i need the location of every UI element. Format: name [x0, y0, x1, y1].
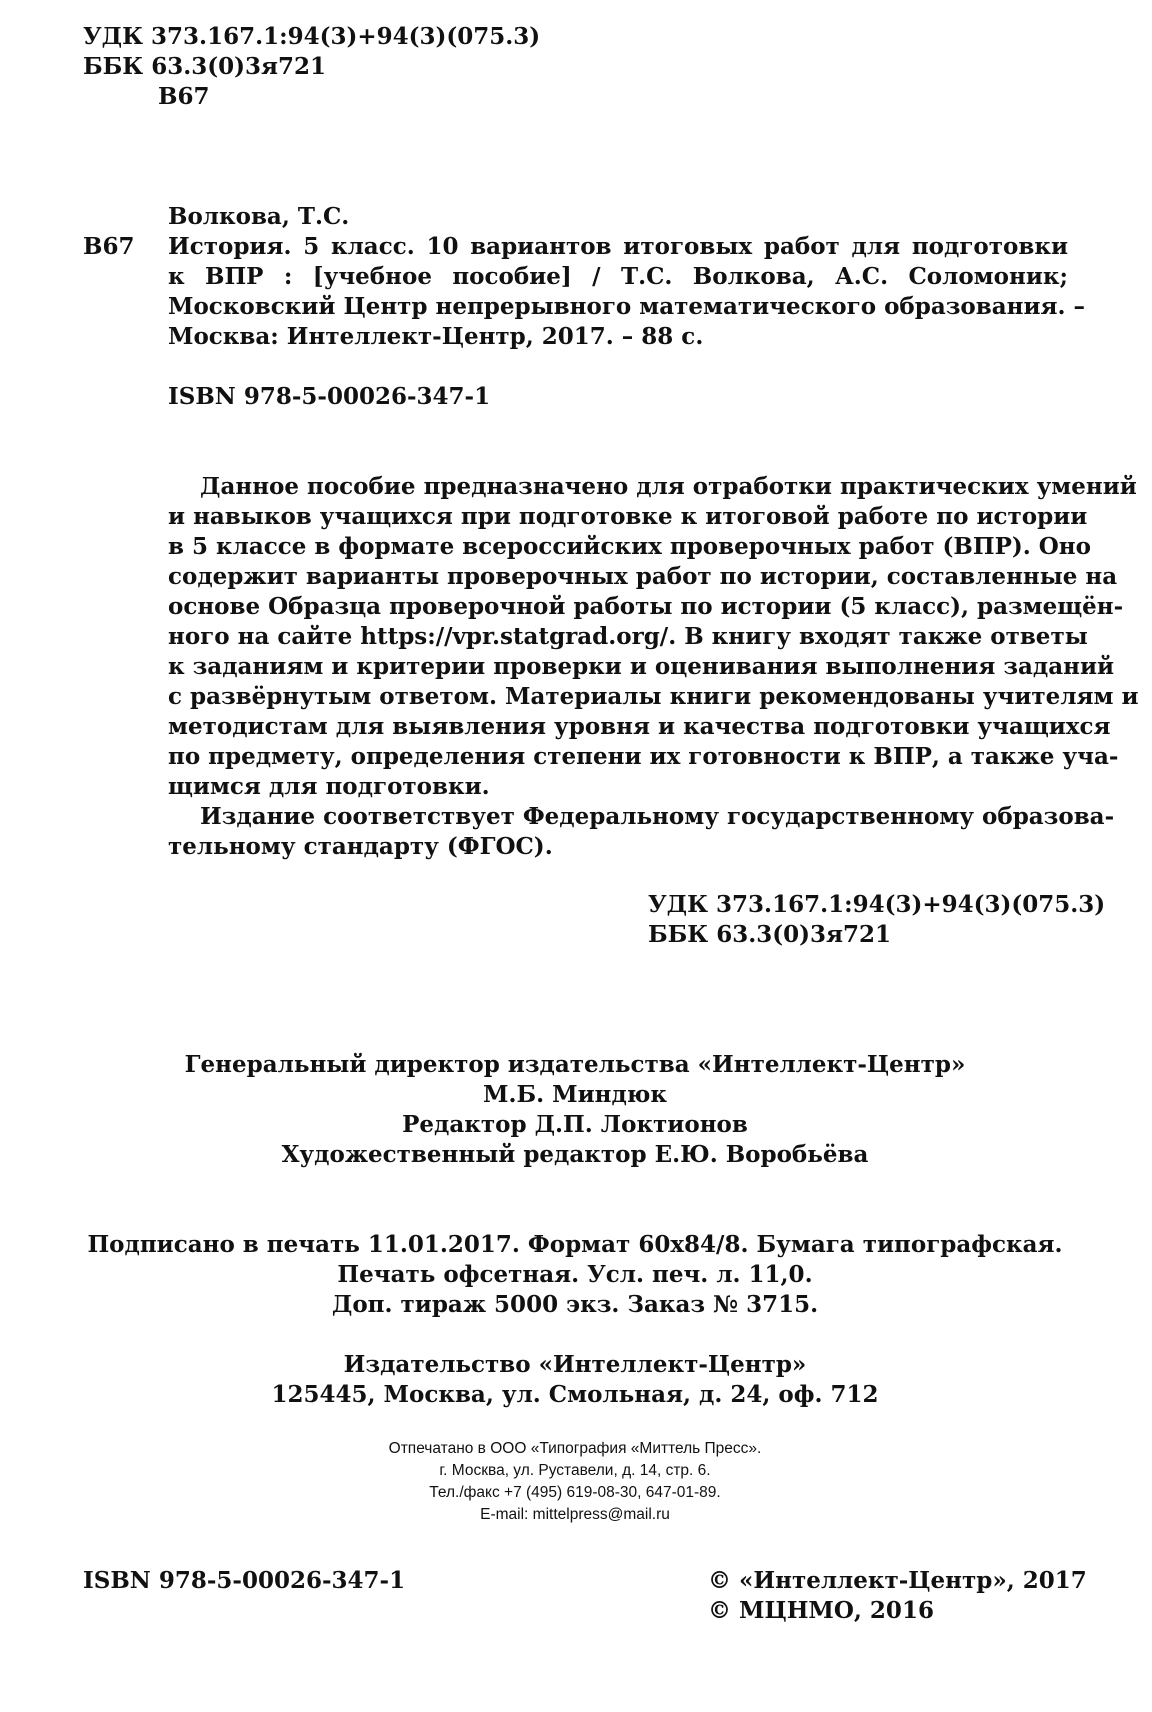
printer-line-4: E-mail: mittelpress@mail.ru	[480, 1506, 670, 1523]
annotation-line-1: Данное пособие предназначено для отработки практических умений	[200, 473, 1137, 500]
annotation-line-12: Издание соответствует Федеральному государственному образова-	[200, 803, 1115, 830]
isbn-bottom: ISBN 978-5-00026-347-1	[83, 1567, 406, 1594]
description-line-3: Московский Центр непрерывного математического образования. –	[168, 293, 1086, 320]
annotation-line-4: содержит варианты проверочных работ по истории, составленные на	[168, 563, 1118, 590]
author-heading: Волкова, Т.С.	[168, 203, 350, 230]
udk-code-right: УДК 373.167.1:94(3)+94(3)(075.3)	[648, 891, 1106, 918]
annotation-line-10: по предмету, определения степени их готовности к ВПР, а также уча-	[168, 743, 1119, 770]
printer-line-1: Отпечатано в ООО «Типография «Миттель Пресс».	[388, 1440, 762, 1457]
printer-line-3: Тел./факс +7 (495) 619-08-30, 647-01-89.	[429, 1484, 721, 1501]
description-line-1: История. 5 класс. 10 вариантов итоговых работ для подготовки	[168, 233, 1068, 260]
annotation-line-5: основе Образца проверочной работы по истории (5 класс), размещён-	[168, 593, 1124, 620]
print-spec-line-1: Подписано в печать 11.01.2017. Формат 60х84/8. Бумага типографская.	[87, 1231, 1063, 1258]
print-specs	[50, 1230, 1100, 1320]
annotation-line-8: с развёрнутым ответом. Материалы книги рекомендованы учителям и	[168, 683, 1139, 710]
copyright-1: © «Интеллект-Центр», 2017	[708, 1567, 1087, 1594]
annotation-line-2: и навыков учащихся при подготовке к итоговой работе по истории	[168, 503, 1088, 530]
copyright-2: © МЦНМО, 2016	[708, 1597, 934, 1624]
author-mark-left: В67	[83, 233, 135, 260]
author-mark-top: В67	[158, 83, 210, 110]
annotation-line-6: ного на сайте https://vpr.statgrad.org/. В книгу входят также ответы	[168, 623, 1088, 650]
credit-editor: Редактор Д.П. Локтионов	[402, 1111, 748, 1138]
bbk-code-top: ББК 63.3(0)3я721	[83, 53, 327, 80]
bibliographic-description	[168, 232, 1086, 352]
annotation-line-9: методистам для выявления уровня и качества подготовки учащихся	[168, 713, 1111, 740]
publisher-name: Издательство «Интеллект-Центр»	[343, 1351, 807, 1378]
publisher	[100, 1350, 1050, 1410]
bbk-code-right: ББК 63.3(0)3я721	[648, 921, 892, 948]
description-line-4: Москва: Интеллект-Центр, 2017. – 88 с.	[168, 323, 704, 350]
credit-director-title: Генеральный директор издательства «Интеллект-Центр»	[184, 1051, 966, 1078]
annotation-line-3: в 5 классе в формате всероссийских проверочных работ (ВПР). Оно	[168, 533, 1091, 560]
print-spec-line-3: Доп. тираж 5000 экз. Заказ № 3715.	[331, 1291, 819, 1318]
printer-line-2: г. Москва, ул. Руставели, д. 14, стр. 6.	[439, 1462, 711, 1479]
annotation-line-7: к заданиям и критерии проверки и оценивания выполнения заданий	[168, 653, 1115, 680]
credit-art-editor: Художественный редактор Е.Ю. Воробьёва	[281, 1141, 869, 1168]
udk-code-top: УДК 373.167.1:94(3)+94(3)(075.3)	[83, 23, 541, 50]
description-line-2: к ВПР : [учебное пособие] / Т.С. Волкова, А.С. Соломоник;	[168, 263, 1068, 290]
publisher-address: 125445, Москва, ул. Смольная, д. 24, оф. 712	[271, 1381, 879, 1408]
annotation-line-11: щимся для подготовки.	[168, 773, 490, 800]
annotation	[168, 472, 1139, 862]
isbn-record: ISBN 978-5-00026-347-1	[168, 383, 491, 410]
print-spec-line-2: Печать офсетная. Усл. печ. л. 11,0.	[337, 1261, 813, 1288]
credit-director-name: М.Б. Миндюк	[482, 1081, 667, 1108]
printing-house	[200, 1438, 950, 1526]
credits	[100, 1050, 1050, 1170]
annotation-line-13: тельному стандарту (ФГОС).	[168, 833, 553, 860]
